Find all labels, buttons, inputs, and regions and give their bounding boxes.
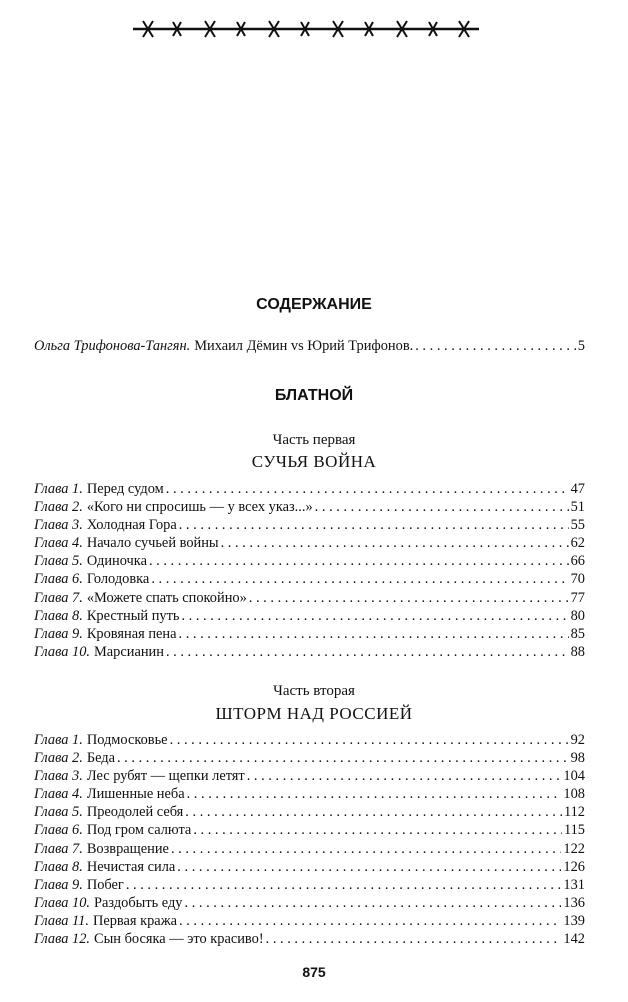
chapter-title: «Можете спать спокойно» <box>86 589 247 606</box>
chapter-page: 47 <box>570 481 585 497</box>
chapter-title: Холодная Гора <box>86 517 177 534</box>
toc-entry[interactable] <box>34 767 585 785</box>
chapter-title: Преодолей себя <box>86 804 184 821</box>
chapter-label: Глава 5. <box>34 804 83 821</box>
part-2-label: Часть вторая <box>273 683 355 699</box>
toc-entry[interactable] <box>34 516 585 534</box>
chapter-title: Начало сучьей войны <box>86 535 219 552</box>
chapter-title: Нечистая сила <box>86 858 176 875</box>
chapter-label: Глава 7. <box>34 840 83 857</box>
leader-dots <box>247 767 562 785</box>
chapter-label: Глава 10. <box>34 894 90 911</box>
chapter-title: Марсианин <box>94 643 164 660</box>
part-2-title: ШТОРМ НАД РОССИЕЙ <box>215 704 413 723</box>
chapter-page: 80 <box>570 607 585 624</box>
chapter-label: Глава 1. <box>34 481 83 497</box>
chapter-label: Глава 7. <box>34 589 83 606</box>
chapter-label: Глава 10. <box>34 643 90 660</box>
chapter-label: Глава 8. <box>34 858 83 875</box>
chapter-page: 88 <box>570 643 585 660</box>
toc-entry[interactable] <box>34 498 585 516</box>
chapter-title: Раздобыть еду <box>94 894 183 911</box>
chapter-label: Глава 3. <box>34 517 83 534</box>
chapter-label: Глава 2. <box>34 750 83 767</box>
chapter-page: 136 <box>563 894 585 911</box>
leader-dots <box>315 498 569 516</box>
intro-title: Михаил Дёмин vs Юрий Трифонов. <box>194 338 414 354</box>
chapter-title: Первая кража <box>92 912 178 929</box>
part-1-title: СУЧЬЯ ВОЙНА <box>251 452 377 471</box>
leader-dots <box>415 337 576 355</box>
toc-entry[interactable] <box>34 930 585 948</box>
chapter-title: Лишенные неба <box>86 786 185 803</box>
leader-dots <box>221 534 569 552</box>
part-1-toc <box>34 480 585 661</box>
book-title: БЛАТНОЙ <box>274 387 354 404</box>
chapter-page: 51 <box>570 499 585 516</box>
toc-entry[interactable] <box>34 749 585 767</box>
chapter-title: Кровяная пена <box>86 625 177 642</box>
contents-title: СОДЕРЖАНИЕ <box>256 296 372 313</box>
chapter-label: Глава 4. <box>34 535 83 552</box>
leader-dots <box>149 552 569 570</box>
toc-entry[interactable] <box>34 552 585 570</box>
toc-entry[interactable] <box>34 821 585 839</box>
leader-dots <box>179 516 569 534</box>
chapter-label: Глава 4. <box>34 786 83 803</box>
toc-entry[interactable] <box>34 534 585 552</box>
leader-dots <box>170 731 569 749</box>
toc-entry[interactable] <box>34 589 585 607</box>
leader-dots <box>179 625 569 643</box>
leader-dots <box>187 785 562 803</box>
chapter-page: 92 <box>570 732 585 748</box>
leader-dots <box>179 912 561 930</box>
chapter-label: Глава 6. <box>34 571 83 588</box>
chapter-title: Побег <box>86 876 124 893</box>
chapter-page: 77 <box>570 589 585 606</box>
chapter-page: 85 <box>570 625 585 642</box>
intro-page: 5 <box>577 338 585 354</box>
chapter-title: Голодовка <box>86 571 150 588</box>
chapter-title: Сын босяка — это красиво! <box>94 931 264 948</box>
chapter-page: 142 <box>563 931 585 948</box>
leader-dots <box>266 930 562 948</box>
chapter-page: 70 <box>570 571 585 588</box>
leader-dots <box>171 840 561 858</box>
chapter-label: Глава 3. <box>34 768 83 785</box>
toc-entry[interactable] <box>34 480 585 498</box>
toc-entry[interactable] <box>34 625 585 643</box>
chapter-label: Глава 5. <box>34 553 83 570</box>
chapter-label: Глава 6. <box>34 822 83 839</box>
toc-entry[interactable] <box>34 643 585 661</box>
chapter-title: Беда <box>86 750 115 767</box>
chapter-label: Глава 2. <box>34 499 83 516</box>
page-number: 875 <box>302 964 326 980</box>
chapter-title: Одиночка <box>86 553 147 570</box>
leader-dots <box>126 876 562 894</box>
chapter-page: 115 <box>563 822 585 839</box>
leader-dots <box>193 821 562 839</box>
chapter-page: 98 <box>570 750 585 767</box>
leader-dots <box>181 607 568 625</box>
chapter-label: Глава 9. <box>34 625 83 642</box>
intro-entry[interactable] <box>34 337 585 355</box>
chapter-label: Глава 12. <box>34 931 90 948</box>
leader-dots <box>151 570 568 588</box>
chapter-label: Глава 9. <box>34 876 83 893</box>
chapter-page: 139 <box>563 912 585 929</box>
barbed-wire-ornament <box>133 14 479 44</box>
leader-dots <box>166 480 569 498</box>
part-1-label: Часть первая <box>272 432 356 448</box>
chapter-page: 122 <box>563 840 585 857</box>
part-2-toc <box>34 731 585 948</box>
leader-dots <box>185 803 562 821</box>
toc-entry[interactable] <box>34 570 585 588</box>
chapter-label: Глава 1. <box>34 732 83 748</box>
chapter-page: 126 <box>563 858 585 875</box>
chapter-title: Крестный путь <box>86 607 180 624</box>
toc-entry[interactable] <box>34 876 585 894</box>
toc-entry[interactable] <box>34 607 585 625</box>
toc-entry[interactable] <box>34 840 585 858</box>
chapter-title: Возвращение <box>86 840 169 857</box>
chapter-page: 131 <box>563 876 585 893</box>
chapter-title: Под гром салюта <box>86 822 192 839</box>
chapter-title: «Кого ни спросишь — у всех указ...» <box>86 499 313 516</box>
chapter-page: 104 <box>563 768 585 785</box>
intro-author: Ольга Трифонова-Тангян. <box>34 338 191 354</box>
leader-dots <box>185 894 562 912</box>
chapter-label: Глава 8. <box>34 607 83 624</box>
leader-dots <box>117 749 569 767</box>
toc-entry[interactable] <box>34 731 585 749</box>
chapter-page: 108 <box>563 786 585 803</box>
toc-entry[interactable] <box>34 912 585 930</box>
toc-entry[interactable] <box>34 858 585 876</box>
leader-dots <box>177 858 561 876</box>
chapter-page: 55 <box>570 517 585 534</box>
toc-entry[interactable] <box>34 803 585 821</box>
chapter-page: 112 <box>563 804 585 821</box>
chapter-page: 66 <box>570 553 585 570</box>
chapter-label: Глава 11. <box>34 912 89 929</box>
chapter-title: Подмосковье <box>86 732 168 748</box>
toc-entry[interactable] <box>34 785 585 803</box>
toc-entry[interactable] <box>34 894 585 912</box>
leader-dots <box>249 589 569 607</box>
chapter-title: Перед судом <box>86 481 164 497</box>
leader-dots <box>166 643 569 661</box>
chapter-page: 62 <box>570 535 585 552</box>
chapter-title: Лес рубят — щепки летят <box>86 768 245 785</box>
